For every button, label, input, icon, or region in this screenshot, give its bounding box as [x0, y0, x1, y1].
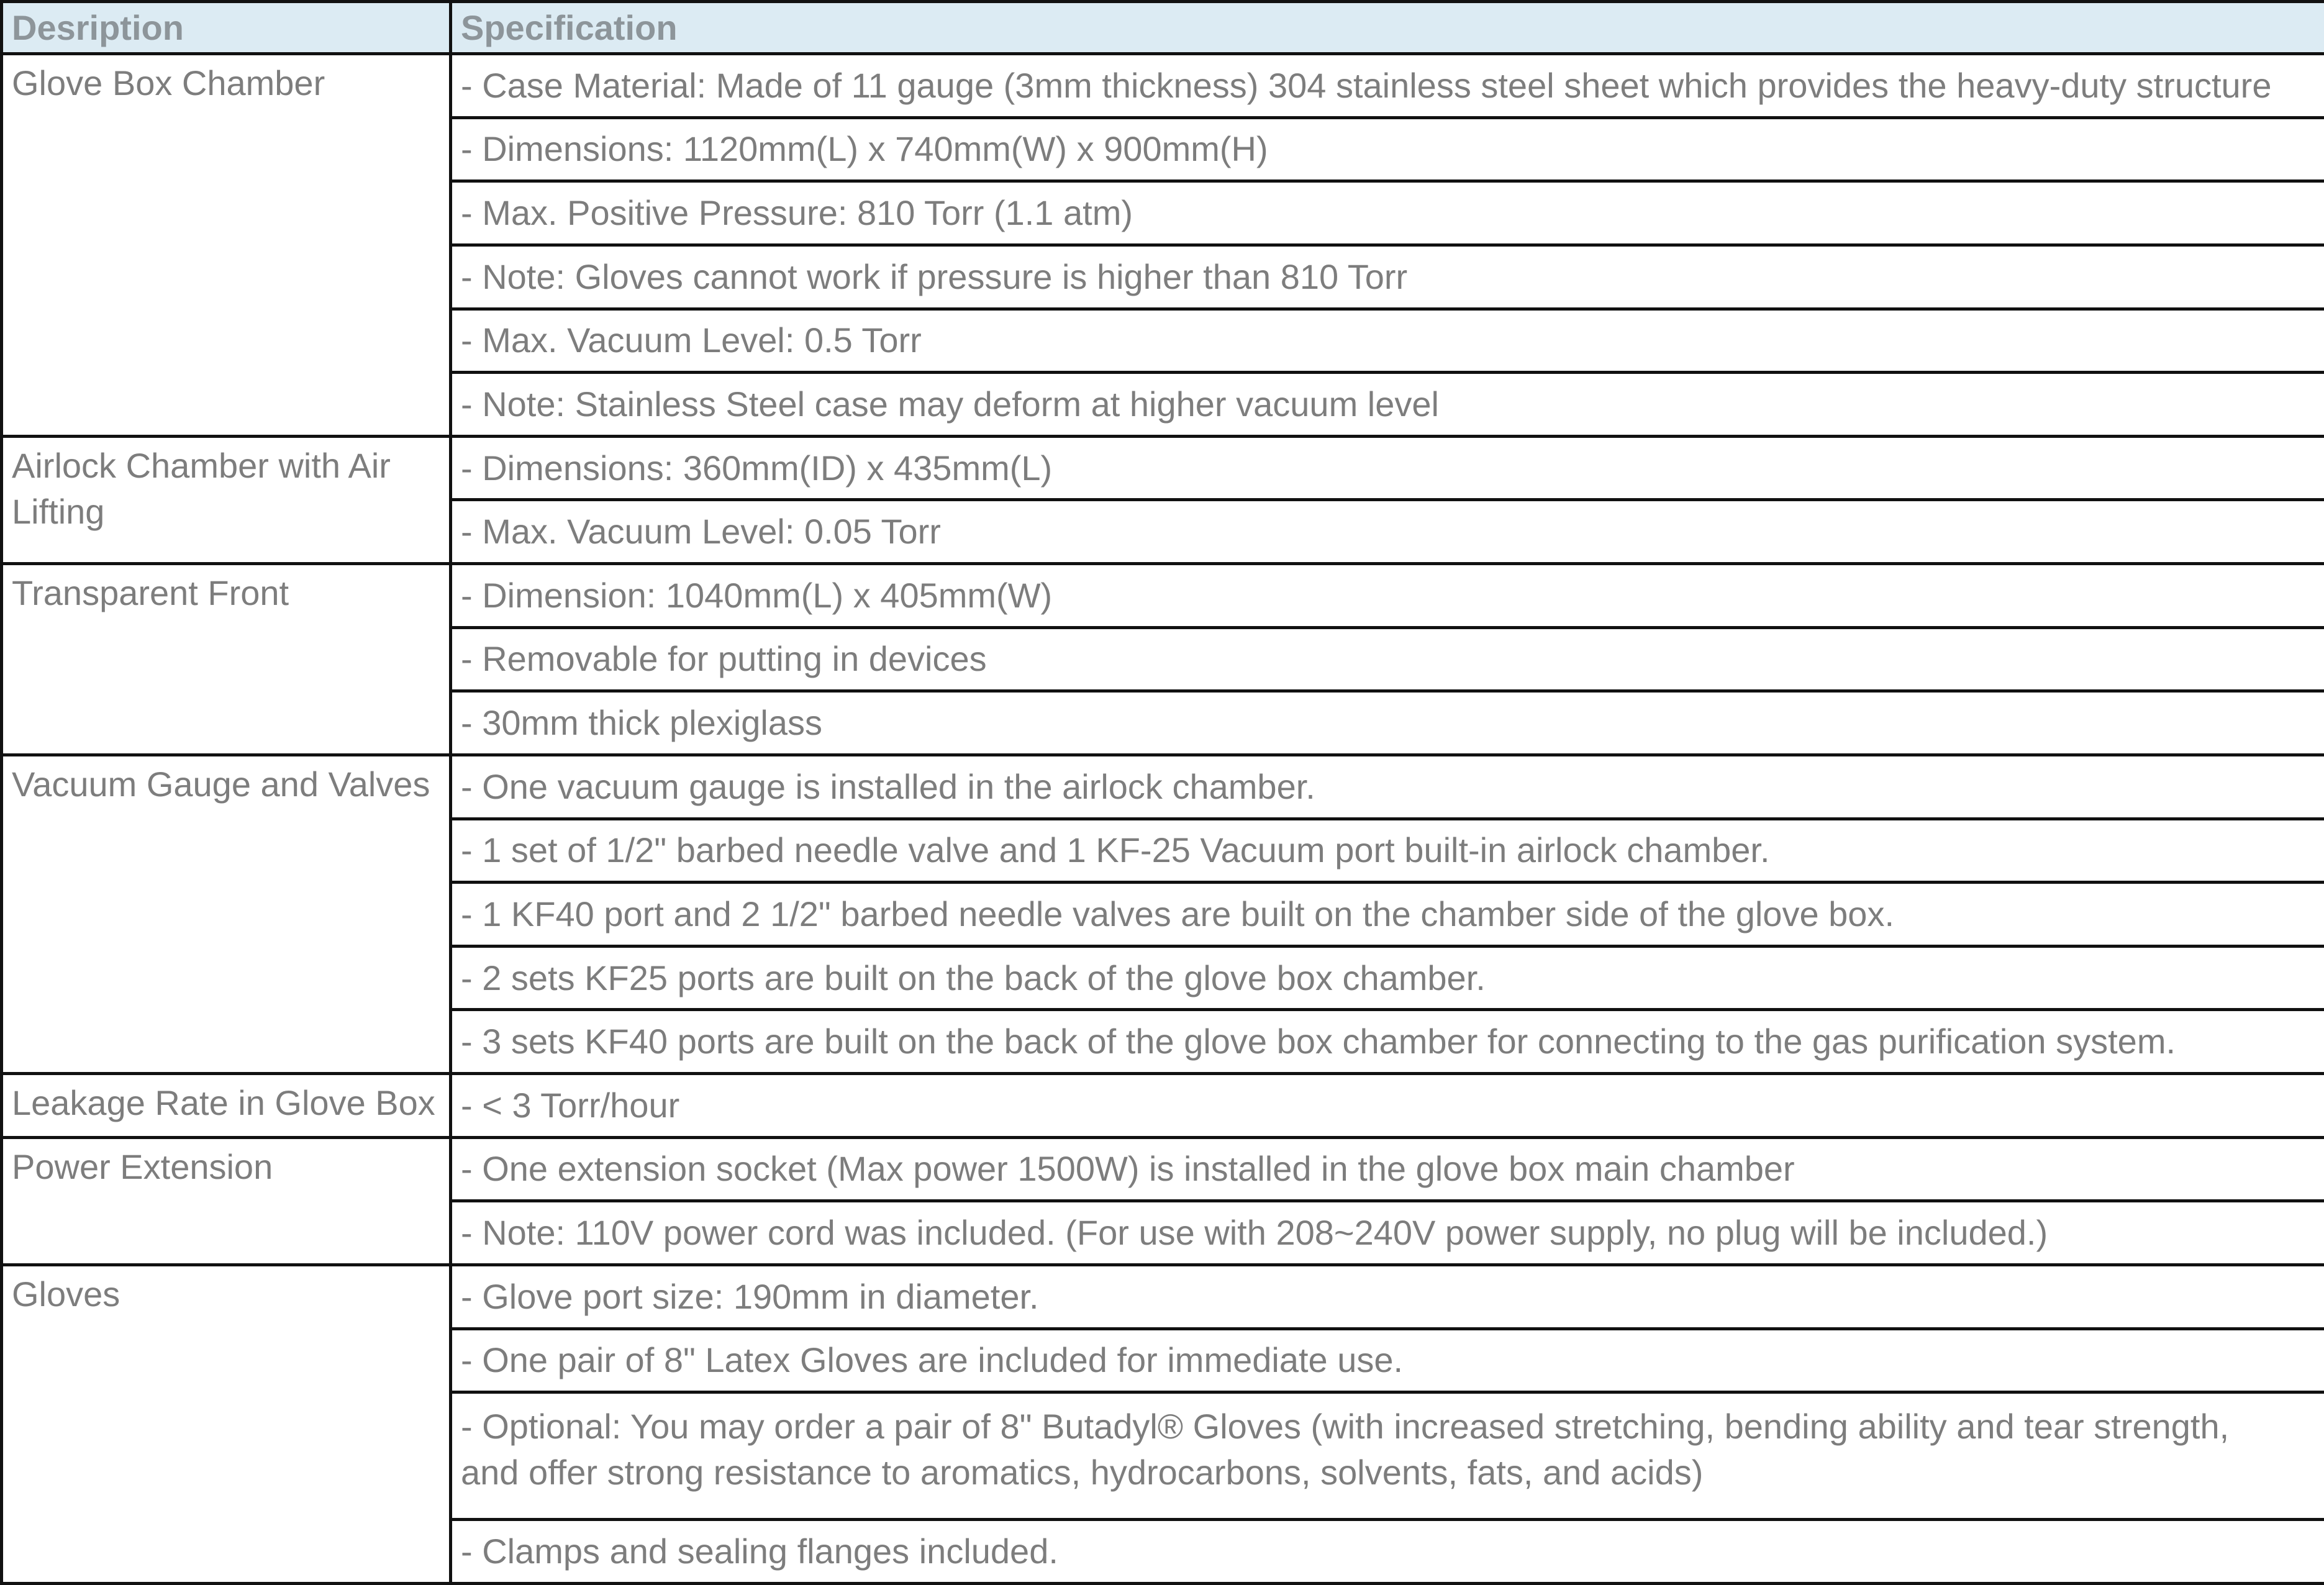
- description-cell-leakage-rate: Leakage Rate in Glove Box: [2, 1074, 451, 1138]
- spec-cell: - Dimensions: 360mm(ID) x 435mm(L): [451, 436, 2324, 500]
- table-row: [2, 1137, 2324, 1201]
- spec-cell: - Max. Vacuum Level: 0.05 Torr: [451, 500, 2324, 564]
- spec-cell: - Note: Gloves cannot work if pressure is higher than 810 Torr: [451, 245, 2324, 309]
- description-cell-vacuum-gauge-valves: Vacuum Gauge and Valves: [2, 755, 451, 1073]
- spec-cell: - 2 sets KF25 ports are built on the back of the glove box chamber.: [451, 946, 2324, 1010]
- spec-cell: - Removable for putting in devices: [451, 627, 2324, 691]
- table-row: [2, 1074, 2324, 1138]
- spec-cell: - 1 set of 1/2" barbed needle valve and 1 KF-25 Vacuum port built-in airlock chamber.: [451, 819, 2324, 883]
- spec-cell: - Dimension: 1040mm(L) x 405mm(W): [451, 564, 2324, 628]
- spec-cell: - Note: 110V power cord was included. (For use with 208~240V power supply, no plug will be included.): [451, 1201, 2324, 1265]
- specification-column-header: Specification: [451, 2, 2324, 54]
- spec-cell: - Case Material: Made of 11 gauge (3mm thickness) 304 stainless steel sheet which provides the heavy-duty structure: [451, 54, 2324, 118]
- table-row: [2, 564, 2324, 628]
- table-row: [2, 1265, 2324, 1328]
- spec-cell: - 30mm thick plexiglass: [451, 691, 2324, 755]
- spec-cell: - Glove port size: 190mm in diameter.: [451, 1265, 2324, 1328]
- spec-cell: - One vacuum gauge is installed in the airlock chamber.: [451, 755, 2324, 819]
- table-body: [2, 54, 2324, 1584]
- spec-cell: - Optional: You may order a pair of 8" Butadyl® Gloves (with increased stretching, bending ability and tear strength, and offer strong resistance to aromatics, hydrocarbons, solvents, fats, and acids): [451, 1392, 2324, 1520]
- description-cell-airlock-chamber: Airlock Chamber with Air Lifting: [2, 436, 451, 563]
- description-cell-power-extension: Power Extension: [2, 1137, 451, 1265]
- description-cell-gloves: Gloves: [2, 1265, 451, 1583]
- spec-cell: - 3 sets KF40 ports are built on the back of the glove box chamber for connecting to the gas purification system.: [451, 1010, 2324, 1074]
- table-row: [2, 436, 2324, 500]
- spec-cell: - Dimensions: 1120mm(L) x 740mm(W) x 900mm(H): [451, 117, 2324, 181]
- header-row: [2, 2, 2324, 54]
- spec-cell: - Note: Stainless Steel case may deform at higher vacuum level: [451, 373, 2324, 437]
- spec-cell: - One pair of 8" Latex Gloves are included for immediate use.: [451, 1328, 2324, 1392]
- spec-cell: - Clamps and sealing flanges included.: [451, 1520, 2324, 1584]
- spec-cell: - < 3 Torr/hour: [451, 1074, 2324, 1138]
- spec-cell: - Max. Positive Pressure: 810 Torr (1.1 atm): [451, 181, 2324, 245]
- table-row: [2, 54, 2324, 118]
- spec-cell: - 1 KF40 port and 2 1/2" barbed needle valves are built on the chamber side of the glove box.: [451, 883, 2324, 947]
- description-cell-transparent-front: Transparent Front: [2, 564, 451, 755]
- spec-cell: - One extension socket (Max power 1500W) is installed in the glove box main chamber: [451, 1137, 2324, 1201]
- table-header: [2, 2, 2324, 54]
- description-cell-glove-box-chamber: Glove Box Chamber: [2, 54, 451, 437]
- description-column-header: Desription: [2, 2, 451, 54]
- spec-cell: - Max. Vacuum Level: 0.5 Torr: [451, 309, 2324, 373]
- table-row: [2, 755, 2324, 819]
